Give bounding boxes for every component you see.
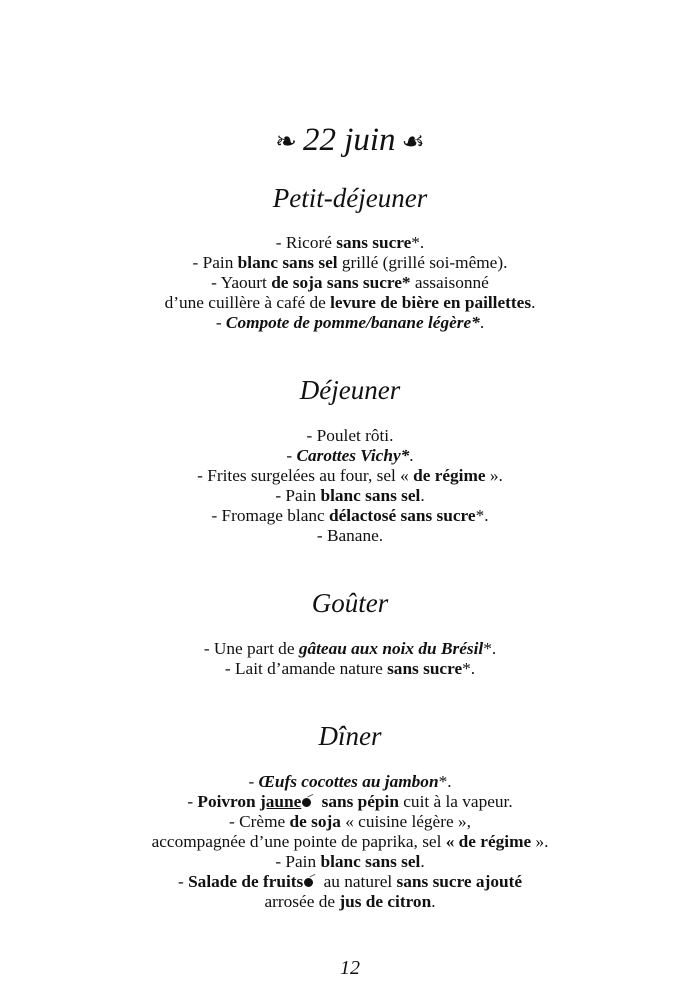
left-ornament-icon: ❧ [275,127,297,157]
list-item: - Pain blanc sans sel grillé (grillé soi-même). [192,253,508,272]
page-number: 12 [340,957,360,979]
breakfast-list [0,233,700,333]
dinner-heading: Dîner [318,721,382,751]
list-item: - Œufs cocottes au jambon*. [248,772,452,791]
list-item: - Compote de pomme/banane légère*. [215,313,485,332]
page-title [0,118,700,164]
list-item: - Crème de soja « cuisine légère », [229,812,471,831]
snack-list [0,639,700,679]
fruit-icon [301,794,317,808]
list-item: - Salade de fruits au naturel sans sucre ajouté [177,872,522,891]
list-item: - Pain blanc sans sel. [275,852,425,871]
list-item: - Fromage blanc délactosé sans sucre*. [211,506,489,525]
list-item: - Carottes Vichy*. [286,446,414,465]
right-ornament-icon: ☙ [401,127,425,157]
lunch-heading: Déjeuner [299,375,401,405]
list-item: - Frites surgelées au four, sel « de régime ». [197,466,503,485]
fruit-icon [303,874,319,888]
list-item: - Une part de gâteau aux noix du Brésil*. [203,639,497,658]
list-item: - Pain blanc sans sel. [275,486,425,505]
list-item: arrosée de jus de citron. [264,892,436,911]
list-item: accompagnée d’une pointe de paprika, sel « de régime ». [151,832,549,851]
list-item: - Poivron jaune sans pépin cuit à la vapeur. [187,792,513,811]
dinner-list [0,772,700,912]
list-item: - Poulet rôti. [306,426,394,445]
breakfast-heading: Petit-déjeuner [272,183,428,213]
snack-heading: Goûter [311,588,389,618]
list-item: d’une cuillère à café de levure de bière en paillettes. [164,293,536,312]
list-item: - Lait d’amande nature sans sucre*. [224,659,476,678]
lunch-list [0,426,700,546]
list-item: - Ricoré sans sucre*. [275,233,425,252]
title-text: 22 juin [302,122,396,158]
list-item: - Yaourt de soja sans sucre* assaisonné [211,273,489,292]
list-item: - Banane. [316,526,384,545]
